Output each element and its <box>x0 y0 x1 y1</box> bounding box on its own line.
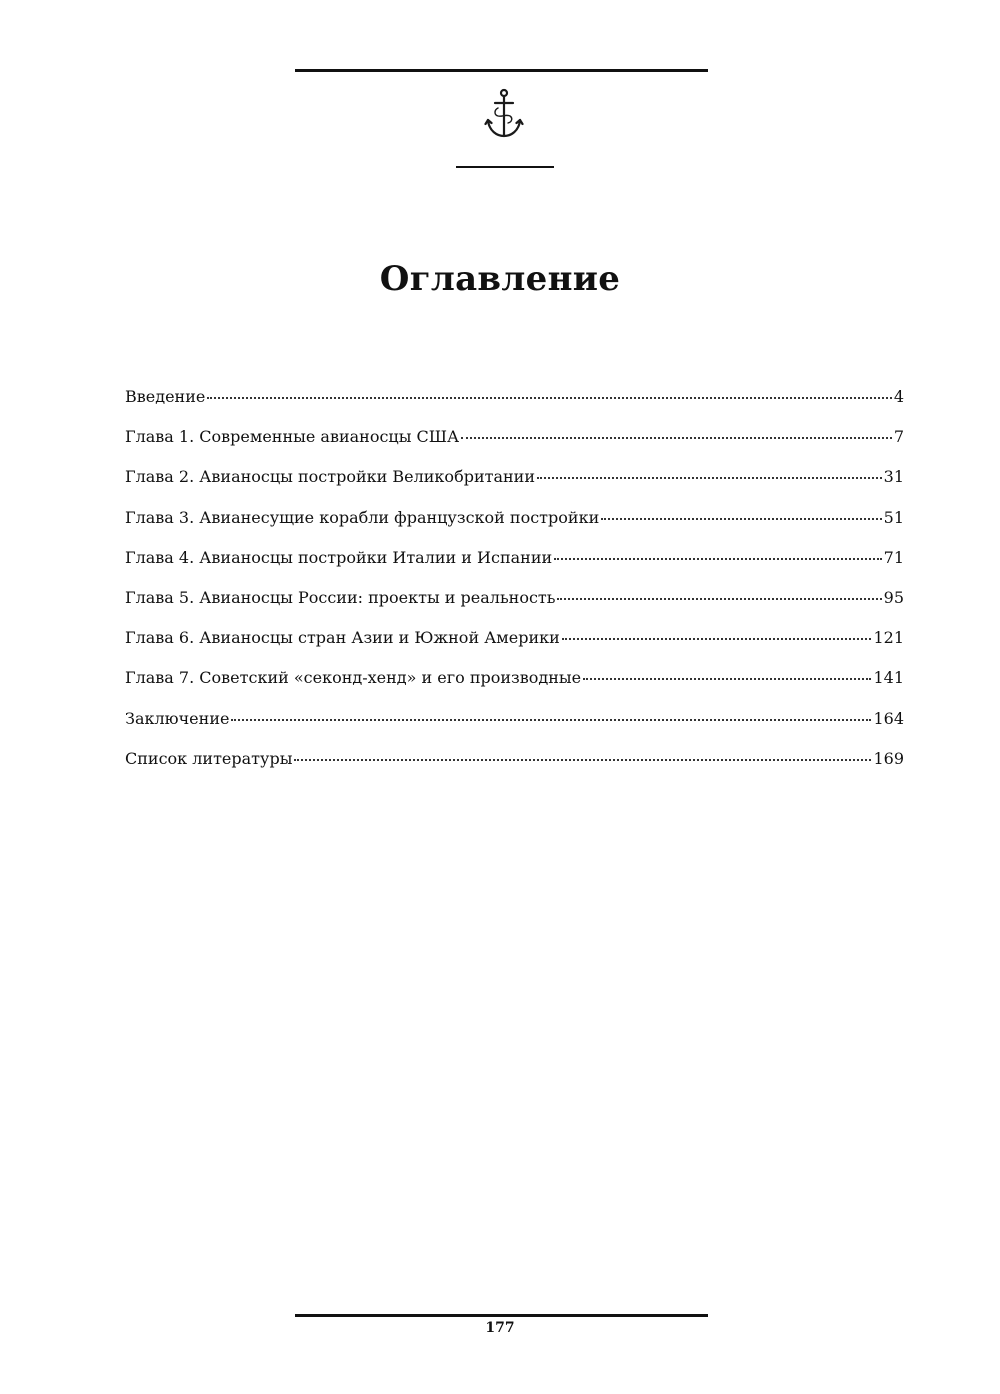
header-rule-short <box>456 166 554 168</box>
toc-leader-dots <box>461 437 892 439</box>
toc-entry-label: Глава 1. Современные авианосцы США <box>125 427 460 447</box>
toc-entry-label: Введение <box>125 387 206 406</box>
toc-leader-dots <box>583 678 871 680</box>
header-rule-top <box>295 69 708 72</box>
toc-leader-dots <box>207 397 891 399</box>
toc-leader-dots <box>562 638 872 640</box>
toc-entry-bibliography[interactable] <box>125 748 904 788</box>
toc-entry-page: 121 <box>873 628 904 648</box>
toc-entry-label: Глава 6. Авианосцы стран Азии и Южной Америки <box>125 628 560 648</box>
toc-entry-page: 141 <box>873 668 904 688</box>
toc-entry-label: Глава 5. Авианосцы России: проекты и реальность <box>125 587 556 607</box>
toc-entry-label: Заключение <box>125 708 230 728</box>
toc-entry-label: Глава 4. Авианосцы постройки Италии и Испании <box>125 547 553 567</box>
toc-entry-introduction[interactable] <box>125 386 904 426</box>
table-of-contents <box>125 386 904 788</box>
toc-leader-dots <box>601 518 881 520</box>
toc-leader-dots <box>557 598 881 600</box>
toc-entry-label: Глава 2. Авианосцы постройки Великобритании <box>125 467 535 487</box>
toc-entry-page: 71 <box>883 547 904 567</box>
toc-entry-label: Глава 3. Авианесущие корабли французской постройки <box>125 507 600 527</box>
toc-entry-label: Список литературы <box>125 748 293 768</box>
toc-entry-chapter-3[interactable] <box>125 507 904 547</box>
toc-entry-label: Глава 7. Советский «секонд-хенд» и его производные <box>125 668 582 688</box>
toc-entry-page: 164 <box>873 708 904 728</box>
toc-leader-dots <box>294 759 871 761</box>
toc-entry-page: 4 <box>893 387 904 406</box>
footer-rule <box>295 1314 708 1317</box>
toc-entry-page: 7 <box>893 427 904 447</box>
toc-entry-chapter-4[interactable] <box>125 547 904 587</box>
toc-entry-chapter-2[interactable] <box>125 466 904 506</box>
page-title: Оглавление <box>379 258 621 299</box>
toc-entry-chapter-6[interactable] <box>125 627 904 667</box>
page-number: 177 <box>485 1320 515 1336</box>
toc-leader-dots <box>231 719 871 721</box>
anchor-icon <box>484 88 524 142</box>
toc-entry-chapter-7[interactable] <box>125 667 904 707</box>
toc-leader-dots <box>554 558 881 560</box>
toc-entry-page: 95 <box>883 587 904 607</box>
toc-entry-conclusion[interactable] <box>125 708 904 748</box>
toc-entry-chapter-1[interactable] <box>125 426 904 466</box>
toc-entry-page: 31 <box>883 467 904 487</box>
toc-entry-page: 169 <box>873 748 904 768</box>
toc-entry-page: 51 <box>883 507 904 527</box>
toc-entry-chapter-5[interactable] <box>125 587 904 627</box>
toc-leader-dots <box>537 477 882 479</box>
